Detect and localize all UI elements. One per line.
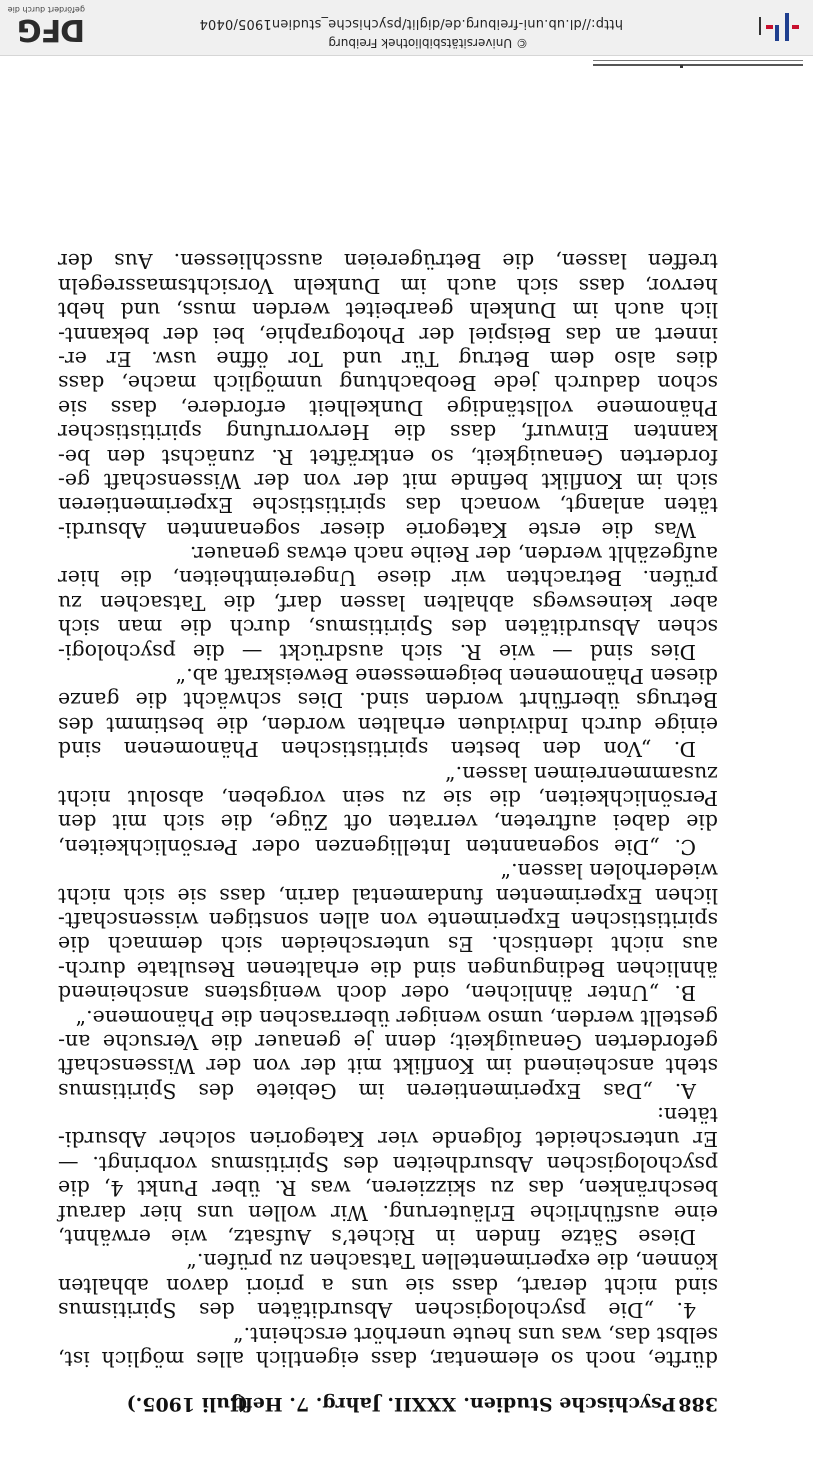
text-line: aber keineswegs abhalten lassen darf, die Tatsachen zu [58, 590, 718, 615]
text-line: täten anlangt, wonach das spiritistische Experimentieren [58, 493, 718, 518]
text-line: beschränken, das zu skizzieren, was R. über Punkt 4, die [58, 1176, 718, 1201]
text-line: eine ausführliche Erläuterung. Wir wollen uns hier darauf [58, 1200, 718, 1225]
text-line: lichen Experimenten fundamental darin, dass sie sich nicht [58, 883, 718, 908]
text-line: dies also dem Betrug Tür und Tor öffne usw. Er er- [58, 346, 718, 371]
text-line: zusammenreimen lassen.“ [445, 761, 718, 786]
text-line: können, die experimentellen Tatsachen zu prüfen.“ [186, 1249, 718, 1274]
text-line: dürfte, noch so elementar, dass eigentlich alles möglich ist, [58, 1347, 718, 1371]
text-line: sich im Konflikt befinde mit der von der Wissenschaft ge- [58, 468, 718, 493]
text-line: lich auch im Dunkeln gearbeitet werden muss, und hebt [58, 298, 718, 323]
text-line: selbst das, was uns heute unerhört erscheint.“ [233, 1322, 718, 1347]
text-line: kannten Einwurf, dass die Hervorrufung spiritistischer [58, 420, 718, 445]
text-line: Was die erste Kategorie dieser sogenannten Absurdi- [58, 517, 696, 542]
source-url-link[interactable]: http://dl.ub.uni-freiburg.de/diglit/psychische_studien1905/0404 [199, 16, 623, 31]
dfg-caption: gefördert durch die [7, 5, 85, 14]
text-line: C. „Die sogenannten Intelligenzen oder Persönlichkeiten, [58, 834, 696, 859]
text-line: B. „Unter ähnlichen, oder doch wenigstens anscheinend [58, 981, 696, 1006]
running-head [98, 1387, 718, 1415]
text-line: aufgezählt werden, der Reihe nach etwas genauer. [189, 542, 718, 567]
dfg-logo: DFG [17, 12, 85, 47]
text-line: prüfen. Betrachten wir diese Ungereimtheiten, die hier [58, 566, 718, 591]
text-line: treffen lassen, die Betrügereien ausschliessen. Aus der [58, 249, 718, 274]
text-line: einige durch Individuen erhalten worden, die bestimmt des [58, 712, 718, 737]
text-line: schen Absurditäten des Spiritismus, durch die man sich [58, 615, 718, 640]
ub-freiburg-logo-icon [757, 11, 803, 43]
footer-rule [593, 64, 803, 66]
text-line: die dabei auftreten, verraten oft Züge, die sich mit den [58, 810, 718, 835]
text-line: steht anscheinend im Konflikt mit der von der Wissenschaft [58, 1054, 718, 1079]
text-line: Betrugs überführt worden sind. Dies schwächt die ganze [58, 688, 718, 713]
text-line: gestellt werden, umso weniger überraschen die Phänomene.“ [75, 1005, 718, 1030]
journal-title: Psychische Studien. [463, 1393, 676, 1415]
issue-date: (Juli 1905.) [126, 1393, 248, 1415]
text-line: wiederholen lassen.“ [500, 859, 718, 884]
text-line: spiritistischen Experimente von allen sonstigen wissenschaft- [58, 907, 718, 932]
footer-dot [680, 65, 683, 68]
text-line: forderten Genauigkeit, so entkräftet R. zunächst den be- [58, 444, 718, 469]
body-text [58, 249, 718, 1371]
text-line: geforderten Genauigkeit; denn je genauer die Versuche an- [58, 1029, 718, 1054]
text-line: D. „Von den besten spiritistischen Phänomenen sind [58, 737, 696, 762]
text-line: Persönlichkeiten, die sie zu sein vorgeben, absolut nicht [58, 786, 718, 811]
footer-bar [0, 0, 813, 56]
text-line: 4. „Die psychologischen Absurditäten des Spiritismus [58, 1298, 696, 1323]
footer-rule-thin [593, 60, 803, 61]
text-line: ähnlichen Bedingungen sind die erhaltenen Resultate durch- [58, 956, 718, 981]
text-line: aus nicht identisch. Es unterscheiden sich demnach die [58, 932, 718, 957]
text-line: A. „Das Experimentieren im Gebiete des Spiritismus [58, 1078, 696, 1103]
text-line: Phänomene vollständige Dunkelheit erfordere, dass sie [58, 395, 718, 420]
text-line: psychologischen Absurdheiten des Spiritismus vorbringt. — [58, 1151, 718, 1176]
text-line: sind nicht derart, dass sie uns a priori davon abhalten [58, 1273, 718, 1298]
text-line: diesen Phänomenen beigemessene Beweiskraft ab.“ [175, 664, 718, 689]
text-line: Er unterscheidet folgende vier Kategorien solcher Absurdi- [58, 1127, 718, 1152]
text-line: schon dadurch jede Beobachtung unmöglich mache, dass [58, 371, 718, 396]
text-line: innert an das Beispiel der Photographie, bei der bekannt- [58, 322, 718, 347]
text-line: hervor, dass sich auch im Dunkeln Vorsichtsmassregeln [58, 273, 718, 298]
copyright-notice: © Universitätsbibliothek Freiburg [328, 36, 528, 50]
text-line: Dies sind — wie R. sich ausdrückt — die psychologi- [58, 639, 696, 664]
text-line: täten: [657, 1103, 718, 1128]
text-line: Diese Sätze finden in Richet’s Aufsatz, wie erwähnt, [58, 1225, 696, 1250]
page-number: 388 [678, 1393, 718, 1415]
dfg-logo-block [0, 3, 85, 47]
issue-label: XXXII. Jahrg. 7. Heft. [229, 1393, 456, 1415]
